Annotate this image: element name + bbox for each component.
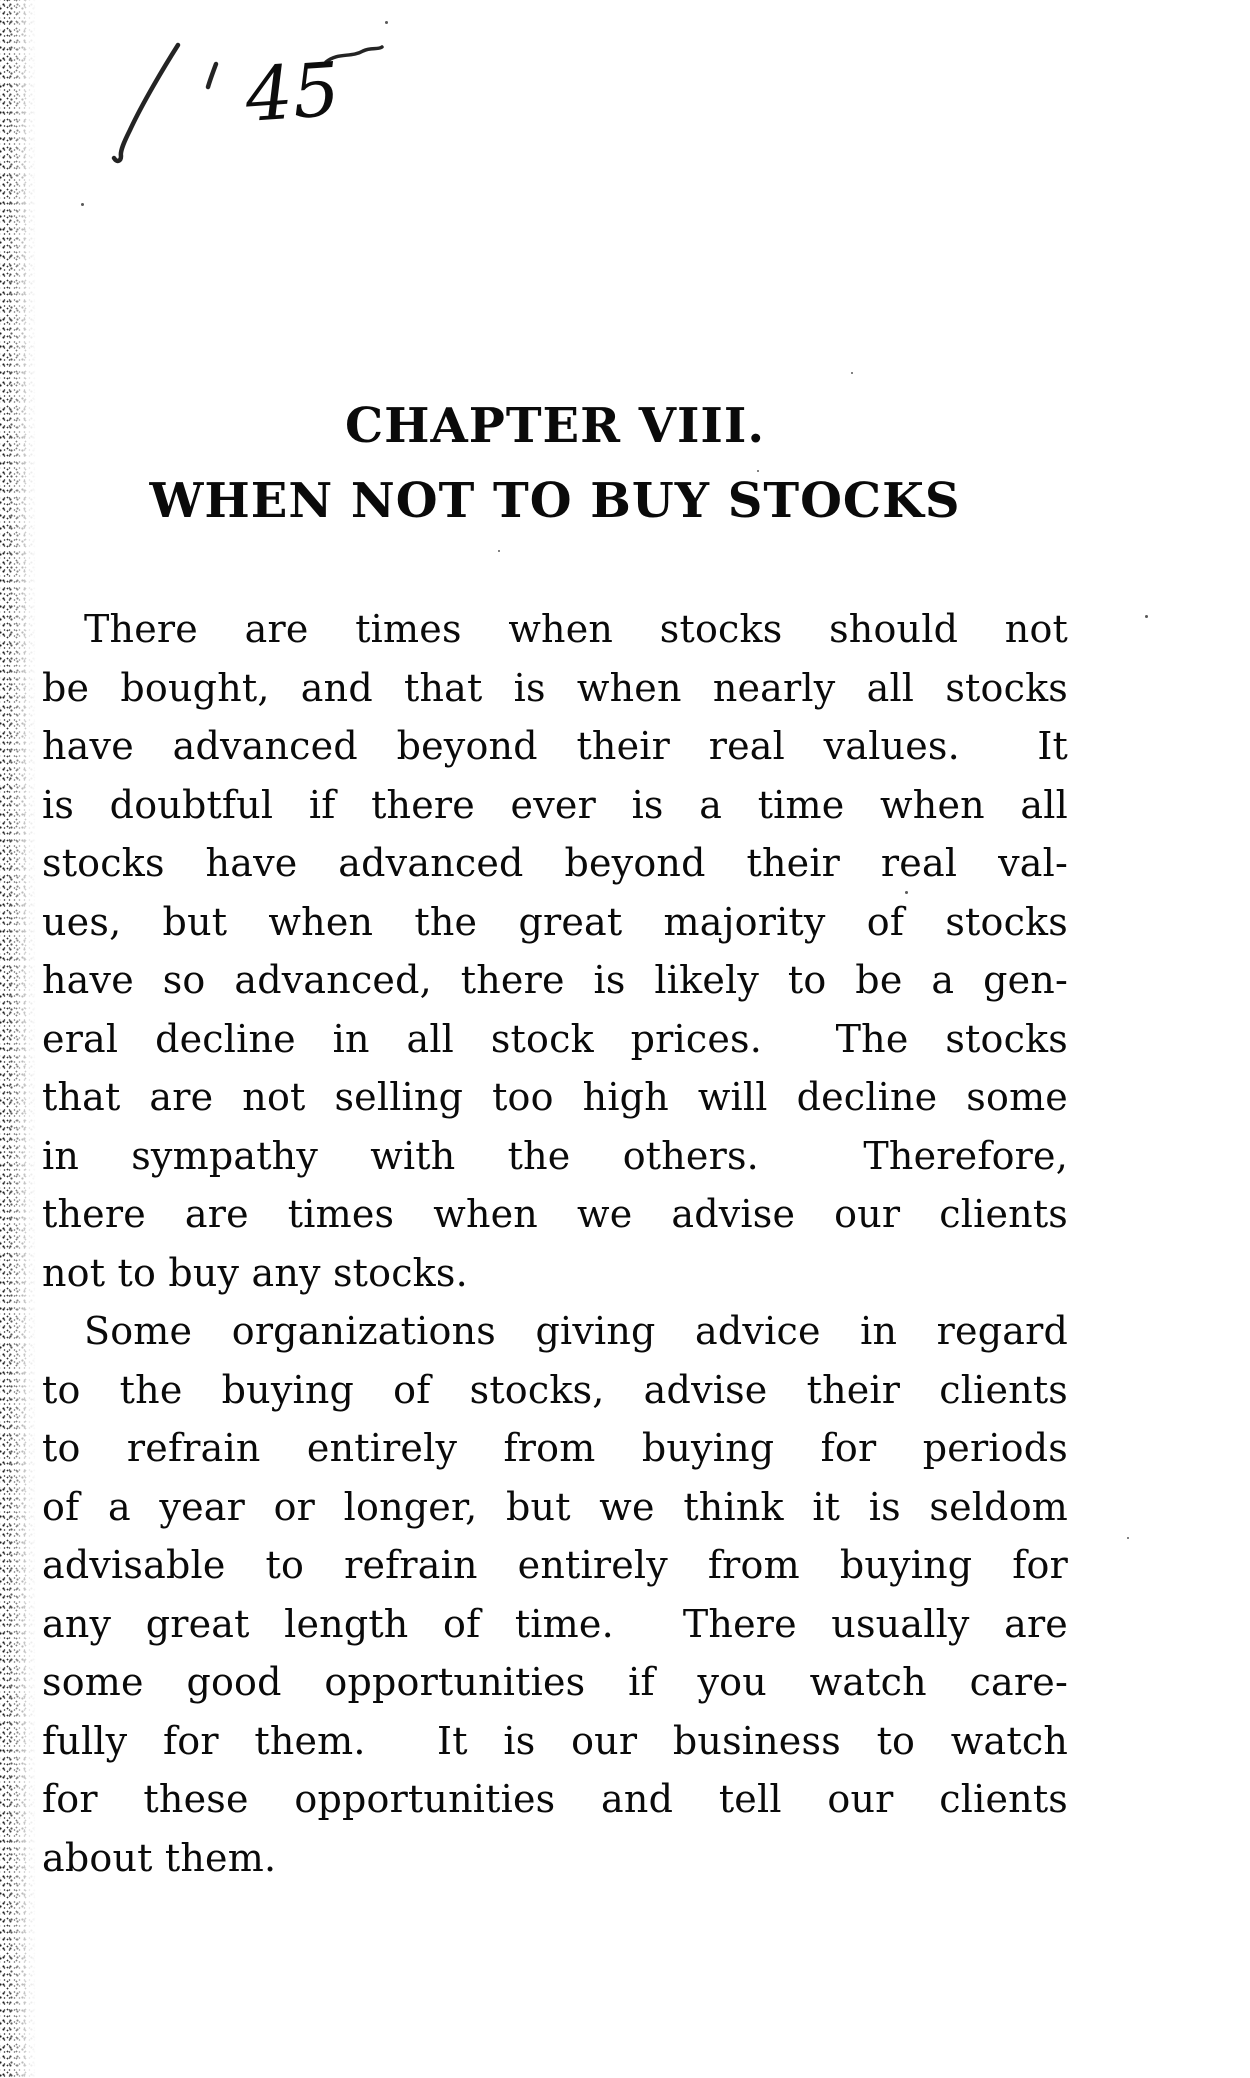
- pencil-marks-icon: [80, 20, 390, 175]
- text-line: some good opportunities if you watch care-: [42, 1660, 1068, 1704]
- text-line: Some organizations giving advice in regard: [84, 1309, 1068, 1353]
- scan-speck: [81, 203, 84, 206]
- scan-speck: [905, 891, 908, 894]
- text-line: be bought, and that is when nearly all stocks: [42, 665, 1068, 710]
- text-line: that are not selling too high will decline some: [42, 1075, 1068, 1119]
- text-line: eral decline in all stock prices. The stocks: [42, 1016, 1068, 1061]
- text-line: is doubtful if there ever is a time when all: [42, 782, 1068, 827]
- text-line: advisable to refrain entirely from buying for: [42, 1543, 1068, 1587]
- text-line: have advanced beyond their real values. It: [42, 724, 1068, 768]
- text-line: not to buy any stocks.: [42, 1250, 468, 1295]
- chapter-title: WHEN NOT TO BUY STOCKS: [149, 473, 961, 529]
- text-line: to the buying of stocks, advise their clients: [42, 1367, 1068, 1412]
- text-line: to refrain entirely from buying for periods: [42, 1426, 1068, 1470]
- text-line: about them.: [42, 1835, 277, 1880]
- text-line: for these opportunities and tell our clients: [42, 1777, 1068, 1821]
- chapter-heading: CHAPTER VIII.: [344, 398, 766, 454]
- text-line: have so advanced, there is likely to be a gen-: [42, 958, 1068, 1002]
- scan-edge-noise: [0, 0, 36, 2078]
- scan-speck: [498, 550, 500, 552]
- text-line: any great length of time. There usually are: [42, 1601, 1068, 1646]
- handwritten-number-text: 45: [242, 46, 343, 139]
- text-line: stocks have advanced beyond their real val-: [42, 841, 1068, 885]
- text-line: fully for them. It is our business to watch: [42, 1718, 1068, 1763]
- scan-speck: [1145, 615, 1148, 618]
- handwritten-page-number: [80, 20, 390, 175]
- text-line: of a year or longer, but we think it is seldom: [42, 1484, 1068, 1529]
- scan-speck: [1127, 1537, 1129, 1539]
- scan-speck: [757, 470, 759, 472]
- text-line: ues, but when the great majority of stocks: [42, 899, 1068, 944]
- text-line: in sympathy with the others. Therefore,: [42, 1133, 1068, 1178]
- scan-speck: [851, 372, 853, 374]
- text-line: there are times when we advise our clients: [42, 1192, 1068, 1236]
- scan-speck: [385, 21, 388, 24]
- text-line: There are times when stocks should not: [84, 607, 1068, 651]
- body-text: [42, 600, 1068, 1887]
